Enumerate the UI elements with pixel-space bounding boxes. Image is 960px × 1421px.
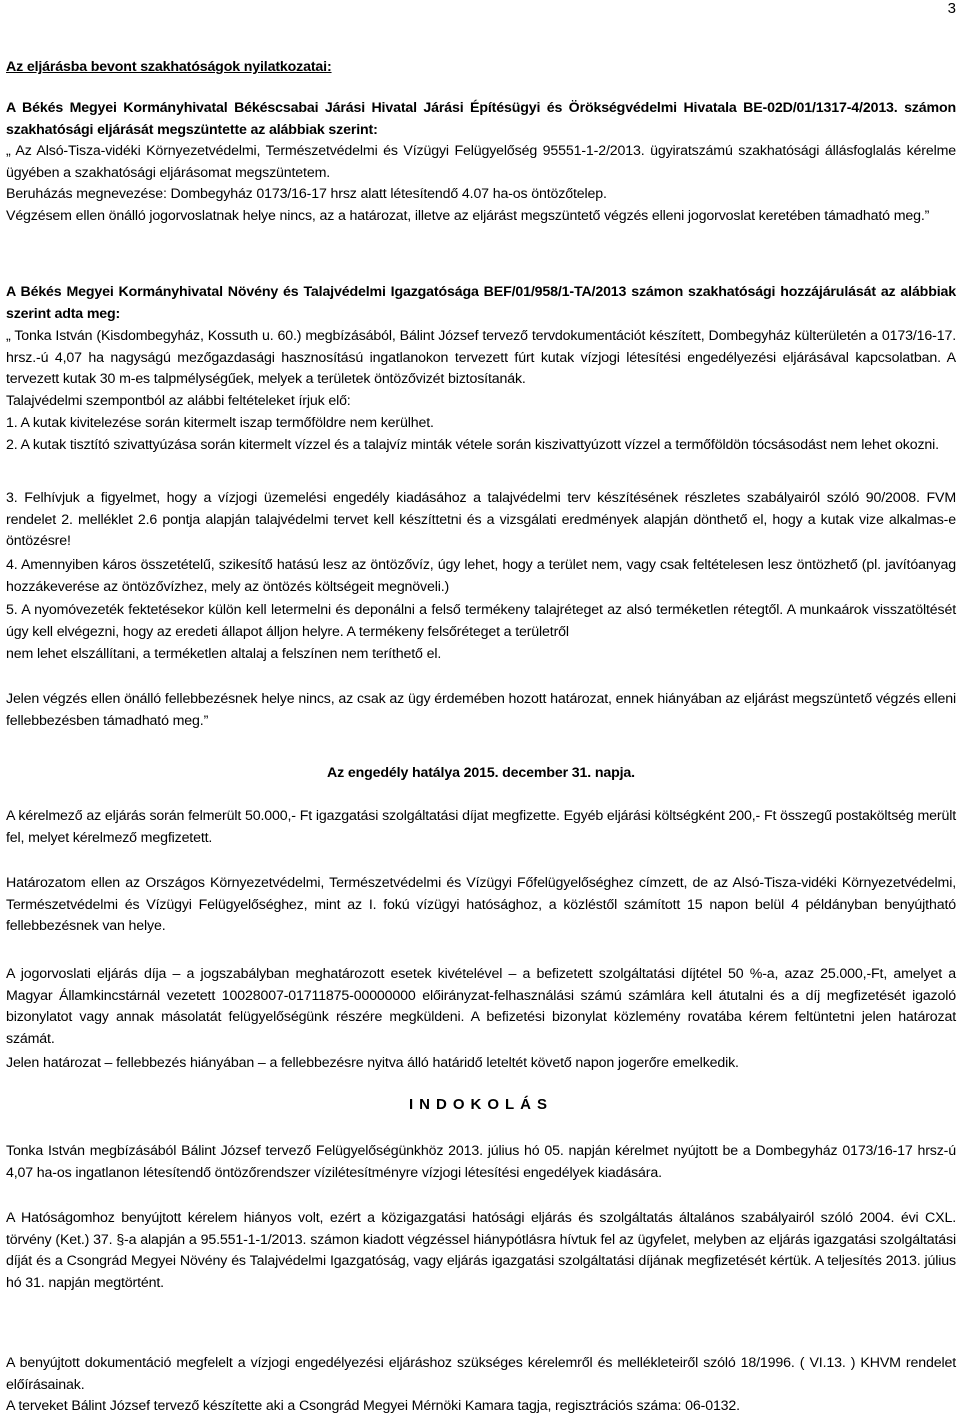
section-title-statements: Az eljárásba bevont szakhatóságok nyilatkozatai: bbox=[6, 59, 332, 75]
paragraph-justification-4: A terveket Bálint József tervező készítette aki a Csongrád Megyei Mérnöki Kamara tagja, regisztrációs száma: 06-0132. bbox=[6, 1398, 740, 1414]
paragraph-soil-quote: „ Tonka István (Kisdombegyház, Kossuth u. 60.) megbízásából, Bálint József tervező tervdokumentációt készített, Dombegyház külterületén a 0173/16-17. hrsz.-ú 4,07 ha nagyságú mezőgazdasági hasznosítású ingatlanokon tervezett fúrt kutak vízjogi létesítési engedélyezési eljárásával kapcsolatban. A tervezett kutak 30 m-es talpmélységűek, melyek a területek öntözővizét biztosítanák. bbox=[6, 328, 956, 387]
page-number: 3 bbox=[947, 0, 956, 17]
list-item-condition-1: 1. A kutak kivitelezése során kitermelt iszap termőföldre nem kerülhet. bbox=[6, 415, 434, 431]
list-item-condition-2: 2. A kutak tisztító szivattyúzása során kitermelt vízzel és a talajvíz minták vétele során kiszivattyúzott vízzel a termőföldön tócsásodást nem lehet okozni. bbox=[6, 437, 939, 453]
paragraph-investment-name: Beruházás megnevezése: Dombegyház 0173/16-17 hrsz alatt létesítendő 4.07 ha-os öntözőtelep. bbox=[6, 186, 607, 202]
list-item-condition-4: 4. Amennyiben káros összetételű, szikesítő hatású lesz az öntözővíz, úgy lehet, hogy a terület nem, vagy csak feltételesen lesz öntözhető (pl. javítóanyag hozzákeverése az öntözővízhez, mely az öntözés költségeit megnöveli.) bbox=[6, 557, 956, 595]
permit-validity: Az engedély hatálya 2015. december 31. napja. bbox=[327, 765, 635, 781]
paragraph-fee: A kérelmező az eljárás során felmerült 50.000,- Ft igazgatási szolgáltatási díjat megfizette. Egyéb eljárási költségként 200,- Ft összegű postaköltség merült fel, melyet kérelmező megfizetett. bbox=[6, 808, 956, 846]
list-item-condition-3: 3. Felhívjuk a figyelmet, hogy a vízjogi üzemelési engedély kiadásához a talajvédelmi terv készítésének részletes szabályairól szóló 90/2008. FVM rendelet 2. melléklet 2.6 pontja alapján talajvédelmi tervet kell készíttetni és a vizsgálati eredmények alapján dönthető el, hogy a kutak vize alkalmas-e öntözésre! bbox=[6, 490, 956, 549]
paragraph-remedy-note: Végzésem ellen önálló jogorvoslatnak helye nincs, az a határozat, illetve az eljárást megszüntető végzés elleni jogorvoslat keretében támadható meg.” bbox=[6, 208, 930, 224]
paragraph-justification-1: Tonka István megbízásából Bálint József tervező Felügyelőségünkhöz 2013. július hó 05. napján kérelmet nyújtott be a Dombegyház 0173/16-17 hrsz-ú 4,07 ha-os ingatlanon létesítendő öntözőrendszer vízilétesítményre vízjogi létesítési engedélyek kiadására. bbox=[6, 1143, 956, 1181]
paragraph-justification-3: A benyújtott dokumentáció megfelelt a vízjogi engedélyezési eljáráshoz szükséges kérelemről és mellékleteiről szóló 18/1996. ( VI.13. ) KHVM rendelet előírásainak. bbox=[6, 1355, 956, 1393]
paragraph-appeal-note: Jelen végzés ellen önálló fellebbezésnek helye nincs, az csak az ügy érdemében hozott határozat, ennek hiányában az eljárást megszüntető végzés elleni fellebbezésben támadható meg.” bbox=[6, 691, 956, 729]
paragraph-soil-directorate-intro: A Békés Megyei Kormányhivatal Növény és Talajvédelmi Igazgatósága BEF/01/958/1-TA/2013 számon szakhatósági hozzájárulását az alábbiak szerint adta meg: bbox=[6, 284, 956, 322]
paragraph-appeal-rights: Határozatom ellen az Országos Környezetvédelmi, Természetvédelmi és Vízügyi Főfelügyelőséghez címzett, de az Alsó-Tisza-vidéki Környezetvédelmi, Természetvédelmi és Vízügyi Felügyelőséghez, mint az I. fokú vízügyi hatósághoz, a közléstől számított 15 napon belül 4 példányban benyújtható fellebbezésnek van helye. bbox=[6, 875, 956, 934]
paragraph-remedy-fee: A jogorvoslati eljárás díja – a jogszabályban meghatározott esetek kivételével – a befizetett szolgáltatási díjtétel 50 %-a, azaz 25.000,-Ft, amelyet a Magyar Államkincstárnál vezetett 10028007-01711875-00000000 előirányzat-felhasználási számú számlára kell átutalni és a díj megfizetését igazoló bizonylatot vagy annak másolatát felügyelőségünk részére megküldeni. A befizetési bizonylat közlemény rovatába kérem feltüntetni jelen határozat számát. bbox=[6, 966, 956, 1047]
paragraph-quote-inspectorate: „ Az Alsó-Tisza-vidéki Környezetvédelmi, Természetvédelmi és Vízügyi Felügyelőség 95551-1-2/2013. ügyiratszámú szakhatósági állásfoglalás kérelme ügyében a szakhatósági eljárásomat megszüntetem. bbox=[6, 143, 956, 181]
paragraph-justification-2: A Hatóságomhoz benyújtott kérelem hiányos volt, ezért a közigazgatási hatósági eljárás és szolgáltatás általános szabályairól szóló 2004. évi CXL. törvény (Ket.) 37. §-a alapján a 95.551-1-1/2013. számon kiadott végzéssel hiánypótlásra hívtuk fel az ügyfelet, melyben az eljárás igazgatási szolgáltatási díját és a Csongrád Megyei Növény és Talajvédelmi Igazgatóság, vagy eljárás igazgatási szolgáltatási díjának megfizetését kértük. A teljesítés 2013. július hó 31. napján megtörtént. bbox=[6, 1210, 956, 1291]
section-heading-justification: INDOKOLÁS bbox=[409, 1096, 553, 1113]
list-item-condition-5: 5. A nyomóvezeték fektetésekor külön kell letermelni és deponálni a felső termékeny talajréteget az alsó terméketlen rétegtől. A munkaárok visszatöltését úgy kell elvégezni, hogy az eredeti állapot álljon helyre. A termékeny felsőréteget a területről bbox=[6, 602, 956, 640]
list-item-condition-5-end: nem lehet elszállítani, a terméketlen altalaj a felszínen nem teríthető el. bbox=[6, 646, 442, 662]
paragraph-authority-termination: A Békés Megyei Kormányhivatal Békéscsabai Járási Hivatal Járási Építésügyi és Örökségvédelmi Hivatala BE-02D/01/1317-4/2013. számon szakhatósági eljárását megszüntette az alábbiak szerint: bbox=[6, 100, 956, 138]
paragraph-finality: Jelen határozat – fellebbezés hiányában – a fellebbezésre nyitva álló határidő leteltét követő napon jogerőre emelkedik. bbox=[6, 1055, 739, 1071]
paragraph-soil-conditions: Talajvédelmi szempontból az alábbi feltételeket írjuk elő: bbox=[6, 393, 351, 409]
